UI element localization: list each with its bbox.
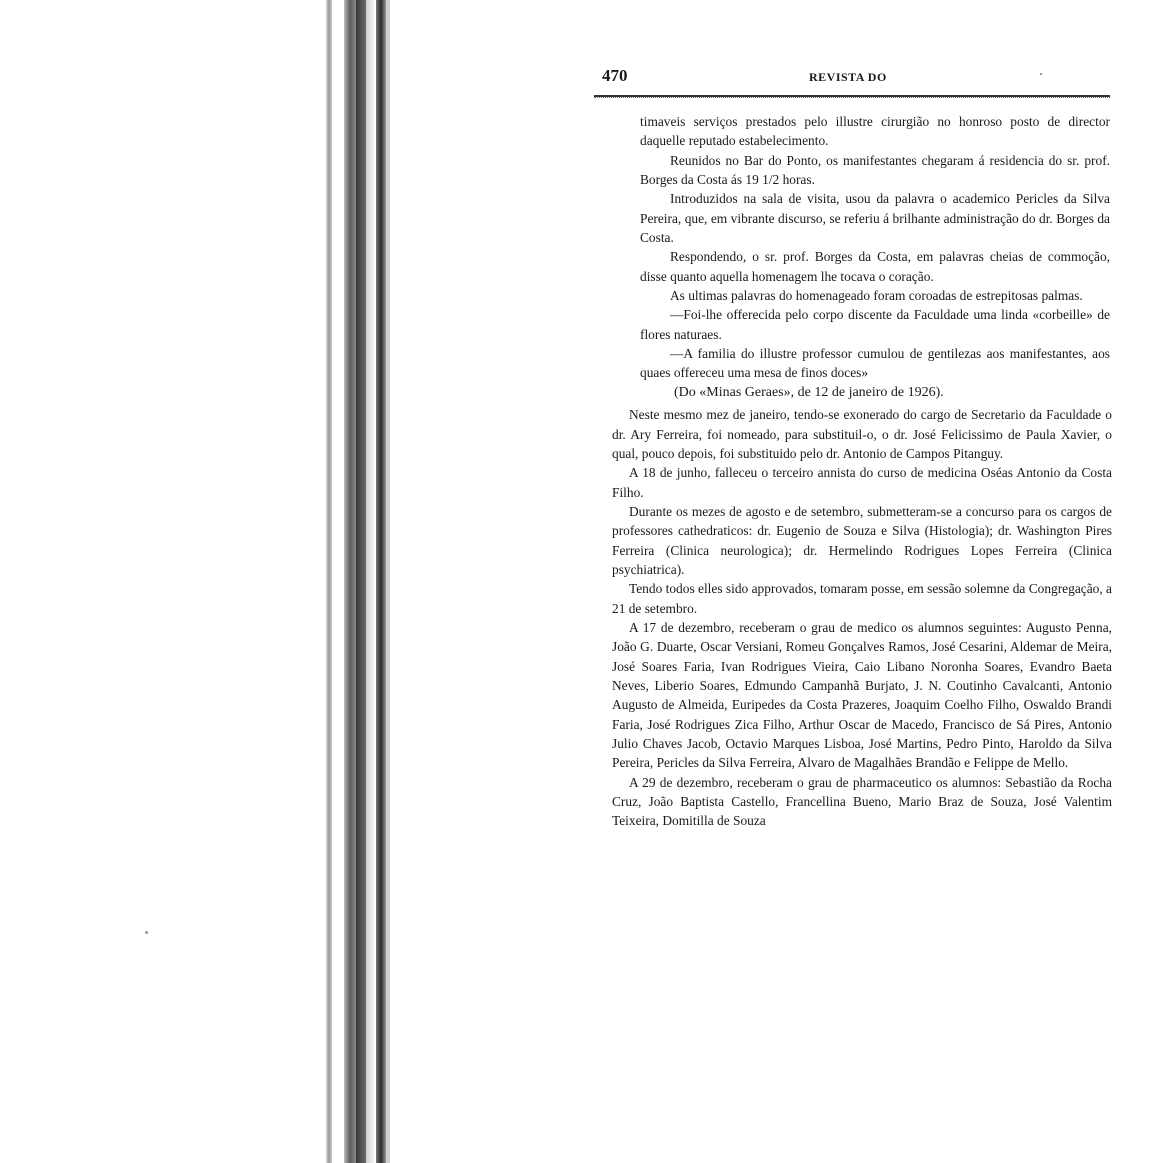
running-head bbox=[594, 66, 1110, 90]
book-spine-shadow bbox=[344, 0, 356, 1163]
body-paragraph: A 18 de junho, falleceu o terceiro annista do curso de medicina Oséas Antonio da Costa Filho. bbox=[612, 465, 1112, 500]
quoted-newspaper-excerpt bbox=[612, 112, 1112, 402]
quote-paragraph: As ultimas palavras do homenageado foram coroadas de estrepitosas palmas. bbox=[670, 288, 1083, 304]
body-paragraph: A 17 de dezembro, receberam o grau de medico os alumnos seguintes: Augusto Penna, João G. Duarte, Oscar Versiani, Romeu Gonçalves Ramos, José Cesarini, Aldemar de Meira, José Soares Faria, Ivan Rodrigues Vieira, Caio Libano Noronha Soares, Evandro Baeta Neves, Liberio Soares, Edmundo Campanhã Burjato, J. N. Coutinho Cavalcanti, Antonio Augusto de Almeida, Euripedes da Costa Prazeres, Joaquim Coelho Filho, Oswaldo Brandi Faria, José Rodrigues Zica Filho, Arthur Oscar de Macedo, Francisco de Sá Pires, Antonio Julio Chaves Jacob, Octavio Marques Lisboa, José Martins, Pedro Pinto, Haroldo da Silva Pereira, Pericles da Silva Ferreira, Alvaro de Magalhães Brandão e Felippe de Mello. bbox=[612, 619, 1112, 771]
scan-speck bbox=[145, 931, 148, 934]
body-paragraph: Neste mesmo mez de janeiro, tendo-se exonerado do cargo de Secretario da Faculdade o dr. Ary Ferreira, foi nomeado, para substituil-o, o dr. José Felicissimo de Paula Xavier, o qual, pouco depois, foi substituido pelo dr. Antonio de Campos Pitanguy. bbox=[612, 407, 1112, 461]
quote-paragraph: Respondendo, o sr. prof. Borges da Costa, em palavras cheias de commoção, disse quanto aquella homenagem lhe tocava o coração. bbox=[640, 249, 1110, 284]
book-spine-shadow bbox=[356, 0, 366, 1163]
quote-paragraph: timaveis serviços prestados pelo illustre cirurgião no honroso posto de director daquelle reputado estabelecimento. bbox=[640, 114, 1110, 149]
running-title: REVISTA DO bbox=[809, 70, 887, 84]
book-spine-shadow bbox=[386, 0, 390, 1163]
page-body bbox=[612, 112, 1112, 831]
quote-paragraph: —Foi-lhe offerecida pelo corpo discente da Faculdade uma linda «corbeille» de flores naturaes. bbox=[640, 307, 1110, 342]
quote-paragraph: Reunidos no Bar do Ponto, os manifestantes chegaram á residencia do sr. prof. Borges da Costa ás 19 1/2 horas. bbox=[640, 152, 1110, 188]
quote-source: (Do «Minas Geraes», de 12 de janeiro de 1926). bbox=[674, 384, 944, 400]
book-spine-shadow bbox=[366, 0, 374, 1163]
book-spine-shadow bbox=[326, 0, 332, 1163]
page-number: 470 bbox=[602, 66, 628, 85]
body-paragraph: Tendo todos elles sido approvados, tomaram posse, em sessão solemne da Congregação, a 21 de setembro. bbox=[612, 581, 1112, 616]
header-rule bbox=[594, 95, 1110, 98]
book-spine-shadow bbox=[376, 0, 386, 1163]
quote-paragraph: —A familia do illustre professor cumulou de gentilezas aos manifestantes, aos quaes offereceu uma mesa de finos doces» bbox=[640, 346, 1110, 381]
quote-paragraph: Introduzidos na sala de visita, usou da palavra o academico Pericles da Silva Pereira, que, em vibrante discurso, se referiu á brilhante administração do dr. Borges da Costa. bbox=[640, 191, 1110, 246]
body-paragraph: Durante os mezes de agosto e de setembro, submetteram-se a concurso para os cargos de professores cathedraticos: dr. Eugenio de Souza e Silva (Histologia); dr. Washington Pires Ferreira (Clinica neurologica); dr. Hermelindo Rodrigues Lopes Ferreira (Clinica psychiatrica). bbox=[612, 503, 1112, 577]
body-paragraph: A 29 de dezembro, receberam o grau de pharmaceutico os alumnos: Sebastião da Rocha Cruz, João Baptista Castello, Francellina Bueno, Mario Braz de Souza, José Valentim Teixeira, Domitilla de Souza bbox=[612, 774, 1112, 829]
